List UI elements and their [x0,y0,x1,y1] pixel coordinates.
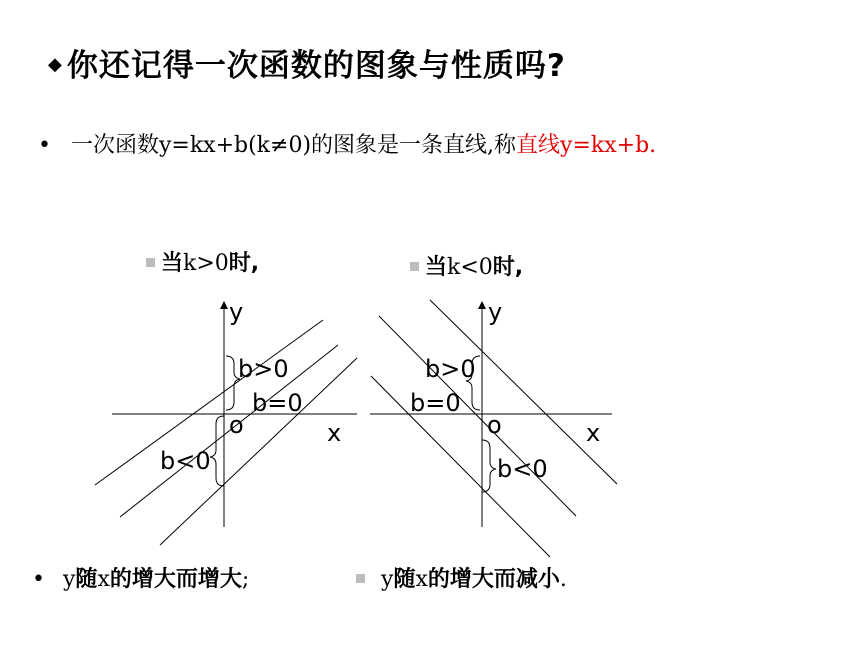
right-label-b-positive: b>0 [425,355,476,383]
right-condition-prefix: 当 [425,255,448,280]
right-property [356,562,567,593]
right-condition-expr: k<0 [447,255,493,280]
right-property-part2: 的增大而减小 [427,567,560,592]
right-graph [370,298,617,557]
left-graph [95,298,357,545]
right-property-y: y [381,567,394,592]
left-label-b-zero: b=0 [252,389,303,417]
right-property-end: . [559,567,567,592]
left-property-part2: 的增大而增大 [109,567,242,592]
left-condition-prefix: 当 [161,251,184,276]
left-origin-label: o [229,411,244,439]
right-origin-label: o [487,411,502,439]
left-property [32,562,249,593]
left-property-part1: 随 [75,567,98,592]
title-text: 你还记得一次函数的图象与性质吗? [66,48,566,84]
diamond-bullet-icon: ◆ [48,54,63,75]
right-brace-bottom [482,440,496,492]
bullet-dot-icon: • [32,567,45,592]
right-label-b-negative: b<0 [497,455,548,483]
square-bullet-icon [356,574,365,583]
right-axis-y-label: y [488,298,503,326]
left-property-x: x [97,567,110,592]
right-property-x: x [415,567,428,592]
left-axis-y-label: y [229,298,244,326]
left-condition-suffix: 时, [228,251,260,276]
right-property-part1: 随 [393,567,416,592]
left-label-b-positive: b>0 [238,355,289,383]
statement-text: 一次函数y=kx+b(k≠0)的图象是一条直线,称 [70,133,517,158]
statement-highlight: 直线y=kx+b. [516,133,657,158]
right-line-b-zero [379,316,576,516]
right-label-b-zero: b=0 [410,389,461,417]
left-brace-bottom [210,416,224,486]
left-condition-expr: k>0 [183,251,229,276]
left-property-end: ; [241,567,250,592]
right-axis-x-label: x [586,419,601,447]
left-axis-x-label: x [327,419,342,447]
right-condition-suffix: 时, [492,255,524,280]
bullet-dot-icon: • [38,133,51,158]
left-label-b-negative: b<0 [160,447,211,475]
left-property-y: y [62,567,76,592]
